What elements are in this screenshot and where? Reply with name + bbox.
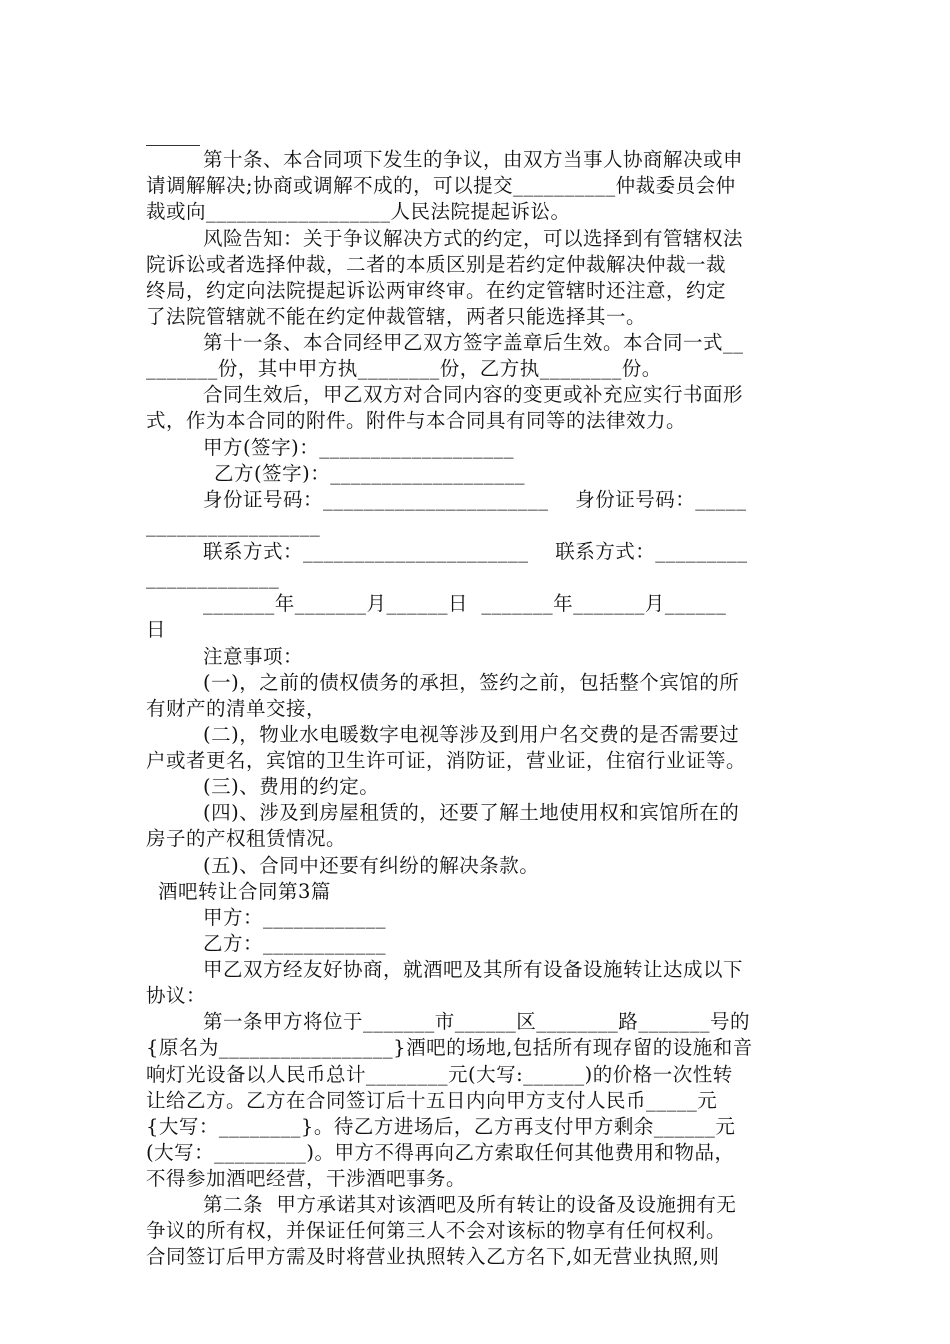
top-rule xyxy=(146,145,200,146)
section-title: 酒吧转让合同第3篇 xyxy=(158,880,331,903)
text-line: 式，作为本合同的附件。附件与本合同具有同等的法律效力。 xyxy=(146,409,687,432)
text-line: 户或者更名，宾馆的卫生许可证，消防证，营业证，住宿行业证等。 xyxy=(146,749,747,772)
text-line: 争议的所有权，并保证任何第三人不会对该标的物享有任何权利。 xyxy=(146,1219,727,1242)
text-line: 不得参加酒吧经营，干涉酒吧事务。 xyxy=(146,1167,467,1190)
text-line: 风险告知：关于争议解决方式的约定，可以选择到有管辖权法 xyxy=(203,227,744,250)
text-line: 房子的产权租赁情况。 xyxy=(146,827,347,850)
text-line: 第一条甲方将位于_______市______区________路_______号的 xyxy=(203,1010,751,1033)
text-line: 甲乙双方经友好协商，就酒吧及其所有设备设施转让达成以下 xyxy=(203,958,744,981)
text-line: (大写：_________)。甲方不得再向乙方索取任何其他费用和物品， xyxy=(146,1141,735,1164)
text-line: 裁或向__________________人民法院提起诉讼。 xyxy=(146,200,571,223)
text-line: 院诉讼或者选择仲裁，二者的本质区别是若约定仲裁解决仲裁一裁 xyxy=(146,253,727,276)
text-line: 终局，约定向法院提起诉讼两审终审。在约定管辖时还注意，约定 xyxy=(146,279,727,302)
text-line: 第十条、本合同项下发生的争议，由双方当事人协商解决或申 xyxy=(203,148,744,171)
text-line: 合同生效后，甲乙双方对合同内容的变更或补充应实行书面形 xyxy=(203,383,744,406)
text-line: 了法院管辖就不能在约定仲裁管辖，两者只能选择其一。 xyxy=(146,305,647,328)
text-line: _________________ xyxy=(146,514,321,537)
notes-heading: 注意事项： xyxy=(203,645,304,668)
party-a-signature: 甲方(签字)：___________________ xyxy=(203,436,514,459)
party-b-line: 乙方：____________ xyxy=(203,932,387,955)
text-line: (一)，之前的债权债务的承担，签约之前，包括整个宾馆的所 xyxy=(203,671,740,694)
text-line: 第十一条、本合同经甲乙双方签字盖章后生效。本合同一式__ xyxy=(203,331,744,354)
text-line: {大写：________}。待乙方进场后，乙方再支付甲方剩余______元 xyxy=(146,1115,736,1138)
text-line: 有财产的清单交接， xyxy=(146,697,327,720)
text-line: (二)，物业水电暖数字电视等涉及到用户名交费的是否需要过 xyxy=(203,723,740,746)
text-line: (五)、合同中还要有纠纷的解决条款。 xyxy=(203,854,540,877)
text-line: 日 xyxy=(146,618,167,641)
party-a-line: 甲方：____________ xyxy=(203,906,387,929)
text-line: (三)、费用的约定。 xyxy=(203,775,380,798)
text-line: _______份，其中甲方执________份，乙方执________份。 xyxy=(146,357,662,380)
text-line: 合同签订后甲方需及时将营业执照转入乙方名下,如无营业执照,则 xyxy=(146,1245,720,1268)
text-line: (四)、涉及到房屋租赁的，还要了解土地使用权和宾馆所在的 xyxy=(203,801,740,824)
text-line: 让给乙方。乙方在合同签订后十五日内向甲方支付人民币_____元 xyxy=(146,1089,718,1112)
date-line: _______年_______月______日 _______年_______月______ xyxy=(203,592,727,615)
text-line: 请调解解决;协商或调解不成的，可以提交__________仲裁委员会仲 xyxy=(146,174,736,197)
id-number-line: 身份证号码：______________________ 身份证号码：_____ xyxy=(203,488,747,511)
text-line: {原名为_________________}酒吧的场地,包括所有现存留的设施和音 xyxy=(146,1036,753,1059)
text-line: 协议： xyxy=(146,984,207,1007)
text-line: 响灯光设备以人民币总计________元(大写:______)的价格一次性转 xyxy=(146,1063,733,1086)
text-line: _____________ xyxy=(146,566,280,589)
contact-line: 联系方式：______________________ 联系方式：_________ xyxy=(203,540,748,563)
text-line: 第二条 甲方承诺其对该酒吧及所有转让的设备及设施拥有无 xyxy=(203,1193,737,1216)
party-b-signature: 乙方(签字)：___________________ xyxy=(214,462,525,485)
